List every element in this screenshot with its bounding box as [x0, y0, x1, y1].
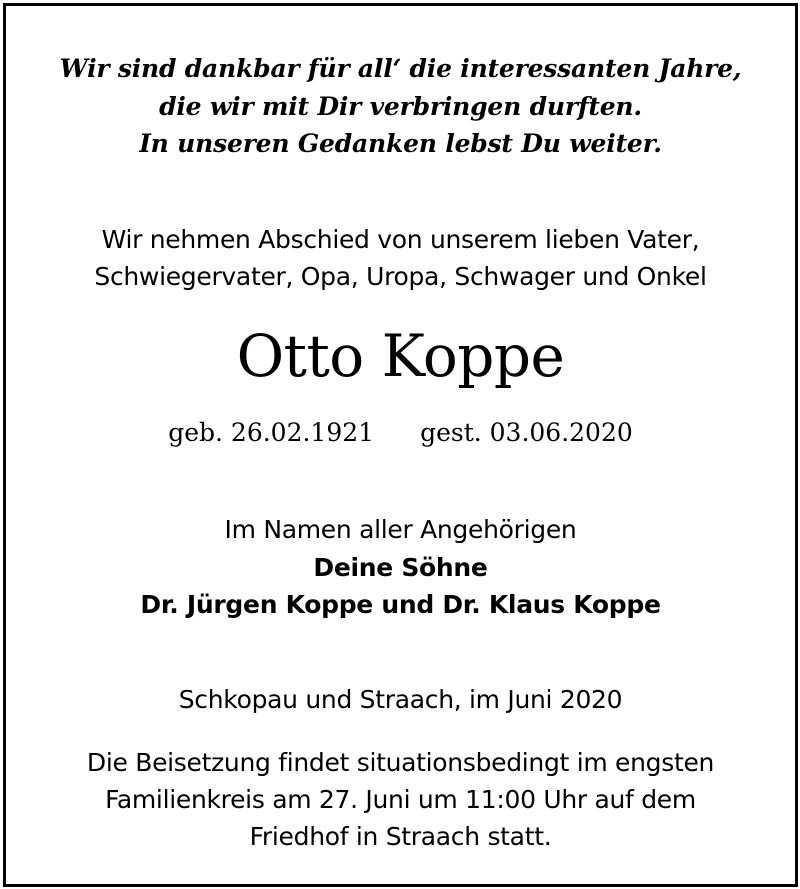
deceased-name: Otto Koppe	[236, 322, 565, 390]
life-dates	[6, 418, 795, 447]
mourners-intro: Im Namen aller Angehörigen	[224, 515, 577, 544]
place-and-date: Schkopau und Straach, im Juni 2020	[178, 685, 623, 714]
burial-notice-line-1: Die Beisetzung findet situationsbedingt im engsten	[86, 748, 715, 777]
farewell-intro-line-1: Wir nehmen Abschied von unserem lieben Vater,	[101, 225, 700, 254]
verse-line-3: In unseren Gedanken lebst Du weiter.	[139, 129, 662, 158]
verse-line-2: die wir mit Dir verbringen durften.	[159, 92, 642, 121]
mourners-group: Deine Söhne	[313, 553, 488, 582]
farewell-intro-line-2: Schwiegervater, Opa, Uropa, Schwager und Onkel	[94, 262, 707, 291]
mourners-names: Dr. Jürgen Koppe und Dr. Klaus Koppe	[140, 590, 661, 619]
death-date: gest. 03.06.2020	[420, 418, 633, 447]
birth-date: geb. 26.02.1921	[168, 418, 375, 447]
obituary-notice	[3, 3, 798, 887]
burial-notice-line-2: Familienkreis am 27. Juni um 11:00 Uhr auf dem	[105, 785, 696, 814]
burial-notice-line-3: Friedhof in Straach statt.	[249, 822, 552, 851]
verse-line-1: Wir sind dankbar für all‘ die interessanten Jahre,	[59, 54, 742, 83]
